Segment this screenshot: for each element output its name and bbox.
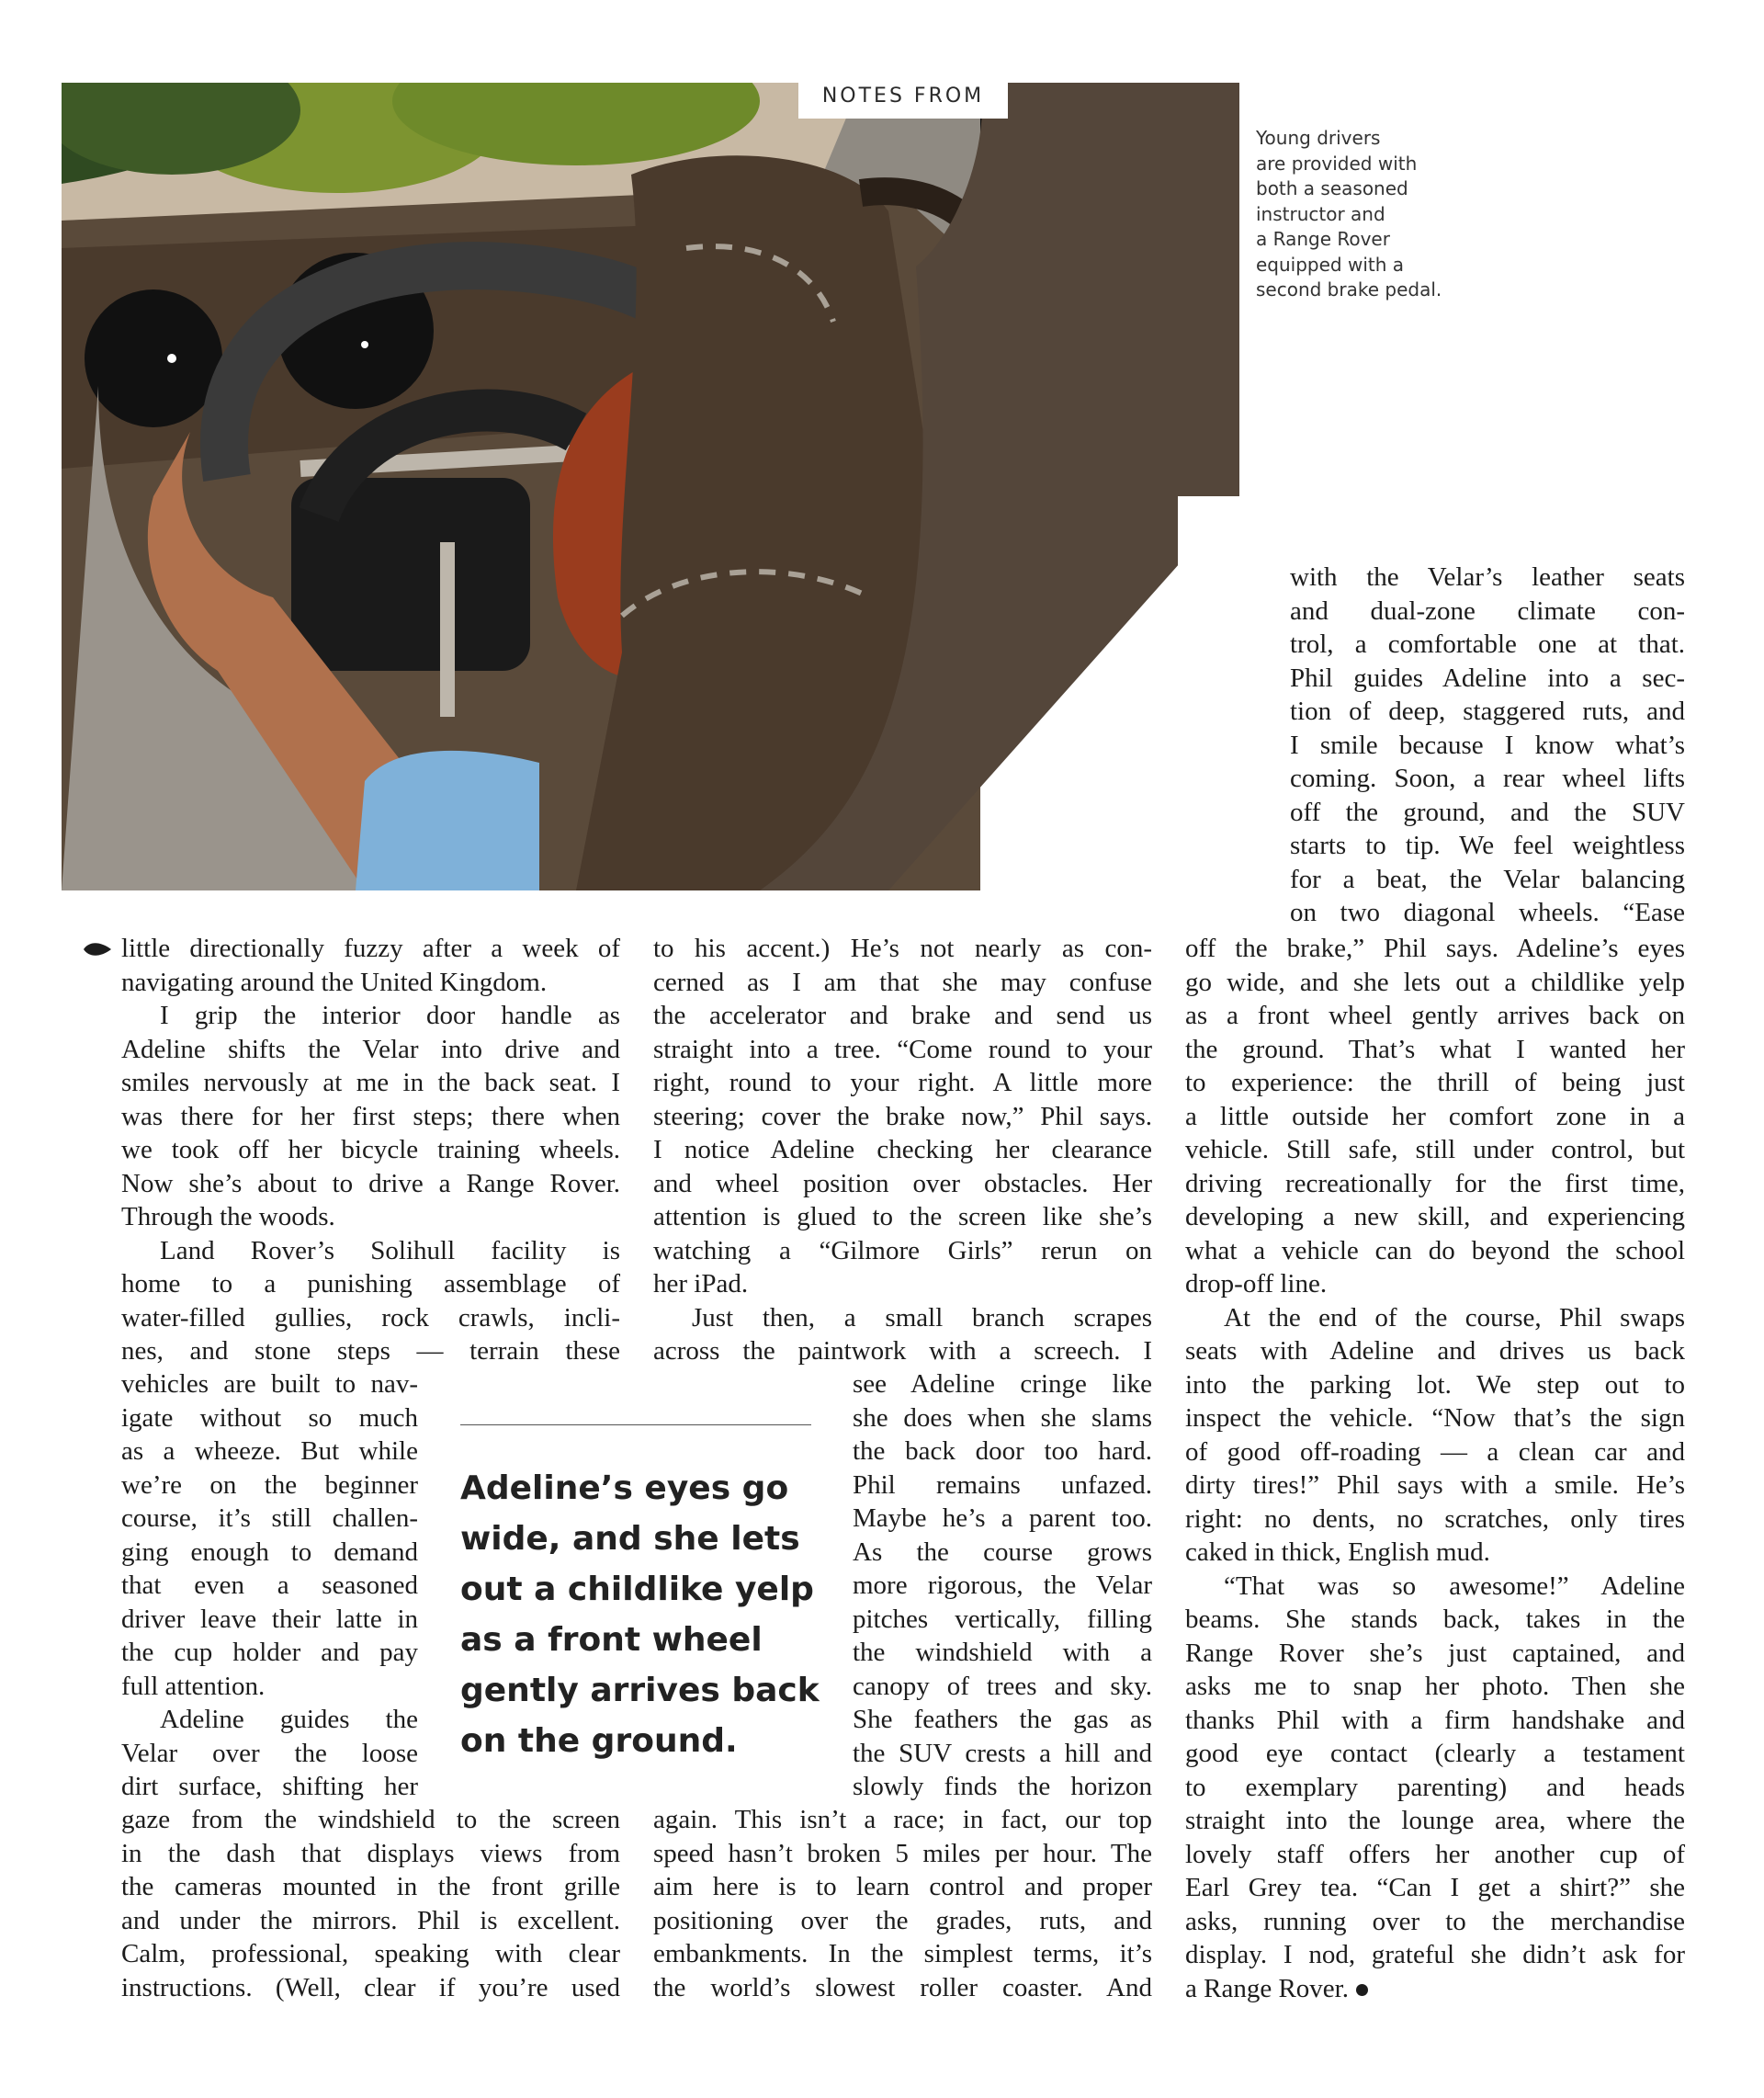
- text-line: vehicles are built to nav-: [121, 1369, 418, 1399]
- text-line: cerned as I am that she may confuse: [653, 967, 1152, 997]
- text-line: the back door too hard.: [853, 1436, 1152, 1466]
- text-line: water-filled gullies, rock crawls, incli-: [121, 1302, 620, 1333]
- text-line: that even a seasoned: [121, 1571, 418, 1600]
- text-line: good eye contact (clearly a testament: [1185, 1739, 1685, 1768]
- text-line: straight into the lounge area, where the: [1185, 1806, 1685, 1835]
- text-line: driver leave their latte in: [121, 1604, 418, 1634]
- text-line: developing a new skill, and experiencing: [1185, 1202, 1685, 1231]
- text-line: to his accent.) He’s not nearly as con-: [653, 934, 1152, 963]
- text-line: I smile because I know what’s: [1290, 730, 1685, 760]
- text-line: see Adeline cringe like: [853, 1369, 1152, 1399]
- text-line: I notice Adeline checking her clearance: [653, 1135, 1152, 1164]
- body-column-left-narrow: [121, 1367, 418, 1804]
- caption-line: a Range Rover: [1256, 228, 1390, 250]
- text-line: Phil remains unfazed.: [853, 1469, 1152, 1500]
- text-line: slowly finds the horizon: [853, 1772, 1152, 1801]
- text-line: off the brake,” Phil says. Adeline’s eyes: [1185, 934, 1685, 963]
- text-line: Land Rover’s Solihull facility is: [160, 1235, 620, 1265]
- car-interior-illustration: [62, 83, 1239, 890]
- pull-quote-line: gently arrives back: [460, 1672, 820, 1709]
- text-line: I grip the interior door handle as: [160, 1001, 620, 1030]
- text-line: what a vehicle can do beyond the school: [1185, 1235, 1685, 1265]
- text-line: watching a “Gilmore Girls” rerun on: [653, 1235, 1152, 1265]
- text-line: At the end of the course, Phil swaps: [1224, 1302, 1685, 1333]
- text-line: navigating around the United Kingdom.: [121, 967, 548, 997]
- text-line: Phil guides Adeline into a sec-: [1290, 663, 1685, 693]
- caption-line: equipped with a: [1256, 253, 1405, 276]
- pull-quote-line: Adeline’s eyes go: [460, 1469, 789, 1507]
- text-line: starts to tip. We feel weightless: [1290, 831, 1685, 860]
- text-line: Through the woods.: [121, 1202, 335, 1231]
- text-line: the cup holder and pay: [121, 1638, 418, 1667]
- text-line: across the paintwork with a screech. I: [653, 1336, 1152, 1366]
- text-line: inspect the vehicle. “Now that’s the sign: [1185, 1403, 1685, 1433]
- text-line: more rigorous, the Velar: [853, 1571, 1152, 1600]
- text-line: and dual-zone climate con-: [1290, 595, 1685, 626]
- caption-line: Young drivers: [1256, 127, 1381, 149]
- text-line: pitches vertically, filling: [853, 1604, 1152, 1634]
- body-column-left-bottom: [121, 1803, 620, 2004]
- text-line: “That was so awesome!” Adeline: [1224, 1571, 1685, 1601]
- caption-line: both a seasoned: [1256, 177, 1408, 199]
- text-line: lovely staff offers her another cup of: [1185, 1839, 1685, 1869]
- image-caption: [1256, 126, 1467, 303]
- text-line: we took off her bicycle training wheels.: [121, 1135, 620, 1164]
- text-line: As the course grows: [853, 1537, 1152, 1567]
- body-column-middle-narrow: [853, 1367, 1152, 1804]
- text-line: we’re on the beginner: [121, 1469, 418, 1500]
- text-line: her iPad.: [653, 1269, 749, 1298]
- text-line: Adeline shifts the Velar into drive and: [121, 1034, 620, 1064]
- text-line: on two diagonal wheels. “Ease: [1290, 898, 1685, 927]
- text-line: the ground. That’s what I wanted her: [1185, 1034, 1685, 1064]
- text-line: gaze from the windshield to the screen: [121, 1805, 620, 1834]
- text-line: was there for her first steps; there when: [121, 1101, 620, 1131]
- text-line: with the Velar’s leather seats: [1290, 562, 1685, 592]
- text-line: a little outside her comfort zone in a: [1185, 1101, 1685, 1131]
- text-line: and wheel position over obstacles. Her: [653, 1168, 1152, 1198]
- caption-line: second brake pedal.: [1256, 278, 1442, 301]
- pull-quote-rule: [460, 1424, 811, 1425]
- text-line: off the ground, and the SUV: [1290, 797, 1685, 827]
- text-line: nes, and stone steps — terrain these: [121, 1336, 620, 1366]
- text-line: thanks Phil with a firm handshake and: [1185, 1705, 1685, 1735]
- text-line: Earl Grey tea. “Can I get a shirt?” she: [1185, 1873, 1685, 1902]
- pull-quote-line: as a front wheel: [460, 1621, 763, 1659]
- text-line: aim here is to learn control and proper: [653, 1872, 1152, 1901]
- text-line: tion of deep, staggered ruts, and: [1290, 697, 1685, 726]
- text-line: Range Rover she’s just captained, and: [1185, 1638, 1685, 1668]
- text-line-final: [1185, 1972, 1685, 2006]
- text-line: and under the mirrors. Phil is excellent.: [121, 1905, 620, 1935]
- text-line: she does when she slams: [853, 1402, 1152, 1433]
- text-line: for a beat, the Velar balancing: [1290, 864, 1685, 894]
- text-line: as a wheeze. But while: [121, 1436, 418, 1466]
- pull-quote-line: on the ground.: [460, 1722, 738, 1760]
- caption-line: instructor and: [1256, 202, 1385, 225]
- text-line: home to a punishing assemblage of: [121, 1269, 620, 1298]
- text-line: the cameras mounted in the front grille: [121, 1872, 620, 1901]
- text-line: the accelerator and brake and send us: [653, 1001, 1152, 1030]
- body-column-right-bottom: [1185, 932, 1685, 2005]
- text-line: beams. She stands back, takes in the: [1185, 1605, 1685, 1634]
- text-line: the world’s slowest roller coaster. And: [653, 1972, 1152, 2002]
- text-line: full attention.: [121, 1671, 266, 1701]
- text-line: asks me to snap her photo. Then she: [1185, 1672, 1685, 1701]
- caption-line: are provided with: [1256, 152, 1418, 175]
- body-column-right-top: [1290, 561, 1685, 930]
- text-line: the windshield with a: [853, 1638, 1152, 1667]
- body-column-middle-top: [653, 932, 1152, 1368]
- text-line: drop-off line.: [1185, 1269, 1328, 1298]
- text-line: display. I nod, grateful she didn’t ask for: [1185, 1940, 1685, 1969]
- text-line: steering; cover the brake now,” Phil says.: [653, 1101, 1152, 1131]
- text-line: little directionally fuzzy after a week of: [121, 934, 620, 963]
- text-line: Now she’s about to drive a Range Rover.: [121, 1168, 620, 1198]
- pull-quote: [460, 1463, 819, 1766]
- continuation-arrow-icon: [84, 941, 111, 958]
- text-line: caked in thick, English mud.: [1185, 1537, 1490, 1567]
- text-line: Adeline guides the: [160, 1705, 418, 1734]
- section-label: NOTES FROM: [798, 74, 1008, 119]
- text-line: course, it’s still challen-: [121, 1503, 418, 1533]
- text-line: of good off-roading — a clean car and: [1185, 1436, 1685, 1467]
- text-line: canopy of trees and sky.: [853, 1671, 1152, 1701]
- text-line: attention is glued to the screen like she’s: [653, 1202, 1152, 1231]
- text-line: Velar over the loose: [121, 1738, 418, 1768]
- text-line: smiles nervously at me in the back seat. I: [121, 1068, 620, 1097]
- text-line: into the parking lot. We step out to: [1185, 1369, 1685, 1400]
- body-column-middle-bottom: [653, 1803, 1152, 2004]
- text-line: ging enough to demand: [121, 1537, 418, 1567]
- pull-quote-line: out a childlike yelp: [460, 1571, 814, 1608]
- text-line: go wide, and she lets out a childlike yelp: [1185, 967, 1685, 997]
- end-mark-icon: [1356, 1984, 1368, 1996]
- text-line: a Range Rover.: [1185, 1973, 1349, 2003]
- car-interior-illustration-icon: [62, 83, 1239, 890]
- text-line: as a front wheel gently arrives back on: [1185, 1001, 1685, 1030]
- body-column-left-top: [121, 932, 620, 1368]
- text-line: right: no dents, no scratches, only tires: [1185, 1503, 1685, 1534]
- pull-quote-line: wide, and she lets: [460, 1520, 800, 1558]
- text-line: straight into a tree. “Come round to your: [653, 1034, 1152, 1064]
- text-line: vehicle. Still safe, still under control, but: [1185, 1135, 1685, 1164]
- text-line: coming. Soon, a rear wheel lifts: [1290, 764, 1685, 793]
- text-line: embankments. In the simplest terms, it’s: [653, 1939, 1152, 1968]
- text-line: Calm, professional, speaking with clear: [121, 1939, 620, 1968]
- text-line: igate without so much: [121, 1402, 418, 1433]
- text-line: to experience: the thrill of being just: [1185, 1068, 1685, 1097]
- text-line: She feathers the gas as: [853, 1705, 1152, 1734]
- text-line: right, round to your right. A little more: [653, 1068, 1152, 1097]
- text-line: instructions. (Well, clear if you’re used: [121, 1972, 620, 2002]
- text-line: again. This isn’t a race; in fact, our top: [653, 1805, 1152, 1834]
- text-line: the SUV crests a hill and: [853, 1738, 1152, 1768]
- text-line: dirty tires!” Phil says with a smile. He’s: [1185, 1470, 1685, 1500]
- text-line: in the dash that displays views from: [121, 1838, 620, 1868]
- text-line: seats with Adeline and drives us back: [1185, 1336, 1685, 1366]
- text-line: Maybe he’s a parent too.: [853, 1503, 1152, 1533]
- text-line: positioning over the grades, ruts, and: [653, 1905, 1152, 1935]
- text-line: driving recreationally for the first time,: [1185, 1168, 1685, 1198]
- text-line: dirt surface, shifting her: [121, 1772, 418, 1801]
- text-line: Just then, a small branch scrapes: [692, 1302, 1152, 1333]
- text-line: to exemplary parenting) and heads: [1185, 1772, 1685, 1802]
- text-line: asks, running over to the merchandise: [1185, 1906, 1685, 1936]
- text-line: trol, a comfortable one at that.: [1290, 629, 1685, 659]
- text-line: speed hasn’t broken 5 miles per hour. The: [653, 1838, 1152, 1868]
